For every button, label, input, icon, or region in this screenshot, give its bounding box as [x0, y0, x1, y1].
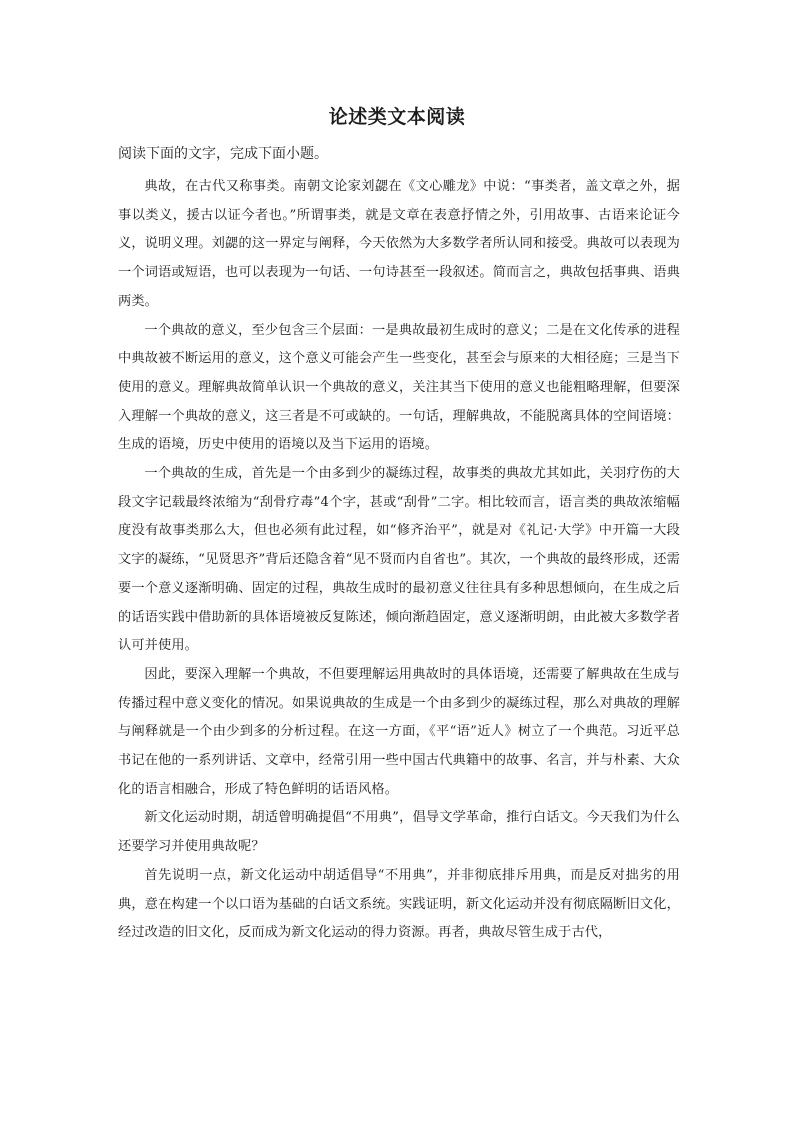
paragraph-2: 一个典故的意义，至少包含三个层面：一是典故最初生成时的意义；二是在文化传承的进程中典故被不断运用的意义，这个意义可能会产生一些变化，甚至会与原来的大相径庭；三是当下使用的意义。理解典故简单认识一个典故的意义，关注其当下使用的意义也能粗略理解，但要深入理解一个典故的意义，这三者是不可或缺的。一句话，理解典故，不能脱离具体的空间语境：生成的语境，历史中使用的语境以及当下运用的语境。 [118, 322, 680, 453]
paragraph-1: 典故，在古代又称事类。南朝文论家刘勰在《文心雕龙》中说：“事类者，盖文章之外，据事以类义，援古以证今者也。”所谓事类，就是文章在表意抒情之外，引用故事、古语来论证今义，说明义理。刘勰的这一界定与阐释，今天依然为大多数学者所认同和接受。典故可以表现为一个词语或短语，也可以表现为一句话、一句诗甚至一段叙述。简而言之，典故包括事典、语典两类。 [118, 179, 680, 309]
reading-instruction: 阅读下面的文字，完成下面小题。 [118, 146, 328, 162]
paragraph-6: 首先说明一点，新文化运动中胡适倡导“不用典”，并非彻底排斥用典，而是反对拙劣的用典，意在构建一个以口语为基础的白话文系统。实践证明，新文化运动并没有彻底隔断旧文化，经过改造的旧文化，反而成为新文化运动的得力资源。再者，典故尽管生成于古代， [118, 867, 680, 941]
paragraph-5: 新文化运动时期，胡适曾明确提倡“不用典”，倡导文学革命，推行白话文。今天我们为什么还要学习并使用典故呢？ [118, 810, 680, 855]
passage-body [118, 173, 680, 948]
document-title: 论述类文本阅读 [328, 106, 466, 128]
paragraph-3: 一个典故的生成，首先是一个由多到少的凝练过程，故事类的典故尤其如此，关羽疗伤的大段文字记载最终浓缩为“刮骨疗毒”4个字，甚或“刮骨”二字。相比较而言，语言类的典故浓缩幅度没有故事类那么大，但也必须有此过程，如“修齐治平”，就是对《礼记·大学》中开篇一大段文字的凝练，“见贤思齐”背后还隐含着“见不贤而内自省也”。其次，一个典故的最终形成，还需要一个意义逐渐明确、固定的过程，典故生成时的最初意义往往具有多种思想倾向，在生成之后的话语实践中借助新的具体语境被反复陈述，倾向渐趋固定，意义逐渐明朗，由此被大多数学者认可并使用。 [118, 466, 680, 654]
paragraph-4: 因此，要深入理解一个典故，不但要理解运用典故时的具体语境，还需要了解典故在生成与传播过程中意义变化的情况。如果说典故的生成是一个由多到少的凝练过程，那么对典故的理解与阐释就是一个由少到多的分析过程。在这一方面，《平“语”近人》树立了一个典范。习近平总书记在他的一系列讲话、文章中，经常引用一些中国古代典籍中的故事、名言，并与朴素、大众化的语言相融合，形成了特色鲜明的话语风格。 [118, 666, 680, 797]
